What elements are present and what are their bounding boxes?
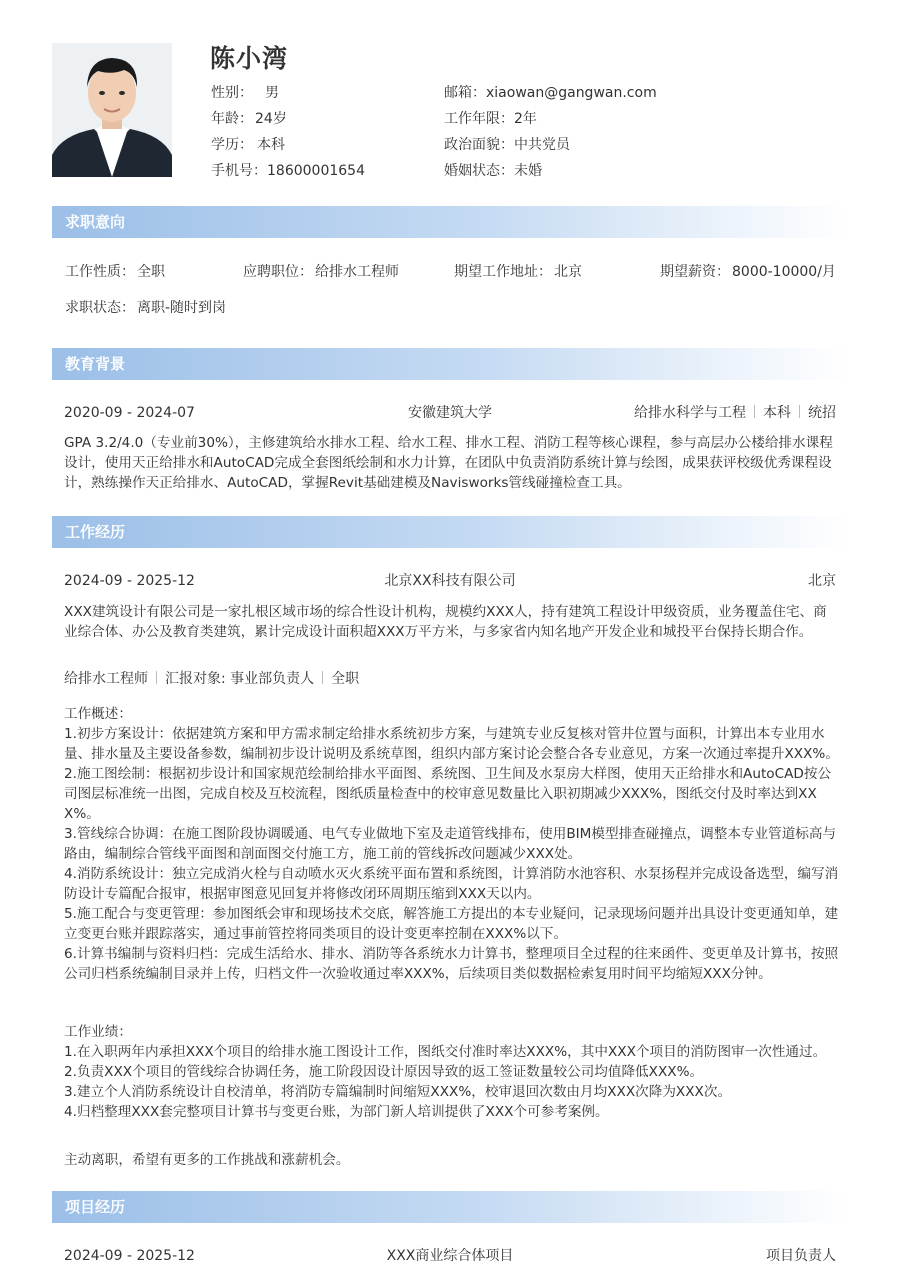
- work-years-label: 工作年限：: [444, 111, 514, 127]
- phone-value[interactable]: 18600001654: [267, 163, 365, 179]
- project-name: XXX商业综合体项目: [386, 1248, 514, 1264]
- overview-item: 4.消防系统设计：独立完成消火栓与自动喷水灭火系统平面布置和系统图，计算消防水池容积、水泵扬程并完成设备选型，编写消防设计专篇配合报审，根据审图意见回复并将修改闭环周期压缩到XXX天以内。: [64, 866, 839, 902]
- marital-row: [444, 161, 542, 181]
- project-role: 项目负责人: [766, 1248, 836, 1264]
- candidate-name: 陈小湾: [210, 44, 289, 73]
- overview-item: 5.施工配合与变更管理：参加图纸会审和现场技术交底，解答施工方提出的本专业疑问，记录现场问题并出具设计变更通知单，建立变更台账并跟踪落实，通过事前管控将同类项目的设计变更率控制在XXX%以下。: [64, 906, 839, 942]
- education-meta: [540, 403, 836, 423]
- work-years-value: 2年: [514, 111, 537, 127]
- divider: [754, 405, 755, 418]
- education-description: GPA 3.2/4.0（专业前30%），主修建筑给水排水工程、给水工程、排水工程、消防工程等核心课程，参与高层办公楼给排水课程设计，使用天正给排水和AutoCAD完成全套图纸绘制和水力计算，在团队中负责消防系统计算与绘图，成果获评校级优秀课程设计，熟练操作天正给排水、AutoCAD，掌握Revit基础建模及Navisworks管线碰撞检查工具。: [64, 435, 833, 491]
- job-type: [65, 262, 165, 282]
- achievement-item: 2.负责XXX个项目的管线综合协调任务，施工阶段因设计原因导致的返工签证数量较公司均值降低XXX%。: [64, 1064, 704, 1080]
- job-type-label: 工作性质：: [65, 264, 135, 280]
- job-salary-label: 期望薪资：: [660, 264, 730, 280]
- achievement-item: 4.归档整理XXX套完整项目计算书与变更台账，为部门新人培训提供了XXX个可参考案例。: [64, 1104, 609, 1120]
- email-label: 邮箱：: [444, 85, 486, 101]
- work-achievements: [64, 1022, 840, 1122]
- achievement-label: 工作业绩：: [64, 1024, 132, 1040]
- phone-row: [211, 161, 365, 181]
- divider: [799, 405, 800, 418]
- education-level-row: [211, 135, 285, 155]
- job-position-value: 给排水工程师: [315, 264, 399, 280]
- section-title: 教育背景: [65, 355, 126, 373]
- politics-value: 中共党员: [514, 137, 570, 153]
- job-city-value: 北京: [554, 264, 582, 280]
- divider: [156, 671, 157, 684]
- age-label: 年龄：: [211, 111, 253, 127]
- work-years-row: [444, 109, 537, 129]
- job-status-label: 求职状态：: [65, 300, 135, 316]
- job-position-label: 应聘职位：: [243, 264, 313, 280]
- marital-value: 未婚: [514, 163, 542, 179]
- education-level-label: 学历：: [211, 137, 253, 153]
- section-header-work: [52, 516, 848, 548]
- section-header-intent: [52, 206, 848, 238]
- work-role: 给排水工程师: [64, 671, 148, 687]
- work-report: 汇报对象: 事业部负责人: [165, 671, 315, 687]
- overview-item: 3.管线综合协调：在施工图阶段协调暖通、电气专业做地下室及走道管线排布，使用BIM模型排查碰撞点，调整本专业管道标高与路由，编制综合管线平面图和剖面图交付施工方，施工前的管线拆改问题减少XXX处。: [64, 826, 837, 862]
- age-row: [211, 109, 287, 129]
- gender-label: 性别：: [211, 85, 253, 101]
- education-major: 给排水科学与工程: [634, 405, 746, 421]
- job-city-label: 期望工作地址：: [454, 264, 552, 280]
- leave-reason: 主动离职，希望有更多的工作挑战和涨薪机会。: [64, 1152, 350, 1168]
- job-salary: [660, 262, 836, 282]
- job-city: [454, 262, 582, 282]
- gender-row: [211, 83, 279, 103]
- work-overview: [64, 704, 840, 984]
- age-value: 24岁: [255, 111, 287, 127]
- email-value[interactable]: xiaowan@gangwan.com: [486, 85, 657, 101]
- education-level-value: 本科: [257, 137, 285, 153]
- divider: [322, 671, 323, 684]
- work-city: 北京: [808, 573, 836, 589]
- education-degree: 本科: [763, 405, 791, 421]
- achievement-item: 3.建立个人消防系统设计自校清单，将消防专篇编制时间缩短XXX%，校审退回次数由月均XXX次降为XXX次。: [64, 1084, 732, 1100]
- overview-item: 1.初步方案设计：依据建筑方案和甲方需求制定给排水系统初步方案，与建筑专业反复核对管井位置与面积，计算出本专业用水量、排水量及主要设备参数，编制初步设计说明及系统草图，组织内部方案讨论会整合各专业意见，方案一次通过率提升XXX%。: [64, 726, 839, 762]
- politics-label: 政治面貌：: [444, 137, 514, 153]
- section-title: 工作经历: [65, 523, 126, 541]
- job-position: [243, 262, 399, 282]
- work-period: 2024-09 - 2025-12: [64, 573, 195, 589]
- work-company: 北京XX科技有限公司: [384, 573, 516, 589]
- work-role-line: [64, 669, 359, 689]
- job-salary-value: 8000-10000/月: [732, 264, 836, 280]
- project-period: 2024-09 - 2025-12: [64, 1248, 195, 1264]
- gender-value: 男: [265, 85, 279, 101]
- marital-label: 婚姻状态：: [444, 163, 514, 179]
- achievement-item: 1.在入职两年内承担XXX个项目的给排水施工图设计工作，图纸交付准时率达XXX%，其中XXX个项目的消防图审一次性通过。: [64, 1044, 827, 1060]
- section-title: 项目经历: [65, 1198, 126, 1216]
- politics-row: [444, 135, 570, 155]
- work-nature: 全职: [331, 671, 360, 687]
- phone-label: 手机号：: [211, 163, 267, 179]
- job-type-value: 全职: [137, 264, 165, 280]
- job-status: [65, 298, 226, 318]
- overview-item: 2.施工图绘制：根据初步设计和国家规范绘制给排水平面图、系统图、卫生间及水泵房大样图，使用天正给排水和AutoCAD按公司图层标准统一出图，完成自校及互校流程，图纸质量检查中的校审意见数量比入职初期减少XXX%，图纸交付及时率达到XXX%。: [64, 766, 832, 822]
- overview-label: 工作概述：: [64, 706, 132, 722]
- avatar: [52, 43, 172, 177]
- company-description: XXX建筑设计有限公司是一家扎根区域市场的综合性设计机构，规模约XXX人，持有建筑工程设计甲级资质，业务覆盖住宅、商业综合体、办公及教育类建筑，累计完成设计面积超XXX万平方米，与多家省内知名地产开发企业和城投平台保持长期合作。: [64, 604, 827, 640]
- education-mode: 统招: [808, 405, 836, 421]
- section-header-education: [52, 348, 848, 380]
- job-status-value: 离职-随时到岗: [137, 300, 227, 316]
- section-title: 求职意向: [65, 213, 126, 231]
- email-row: [444, 83, 657, 103]
- education-school: 安徽建筑大学: [408, 405, 492, 421]
- section-header-project: [52, 1191, 848, 1223]
- education-period: 2020-09 - 2024-07: [64, 405, 195, 421]
- overview-item: 6.计算书编制与资料归档：完成生活给水、排水、消防等各系统水力计算书，整理项目全过程的往来函件、变更单及计算书，按照公司归档系统编制目录并上传，归档文件一次验收通过率XXX%，后续项目类似数据检索复用时间平均缩短XXX分钟。: [64, 946, 839, 982]
